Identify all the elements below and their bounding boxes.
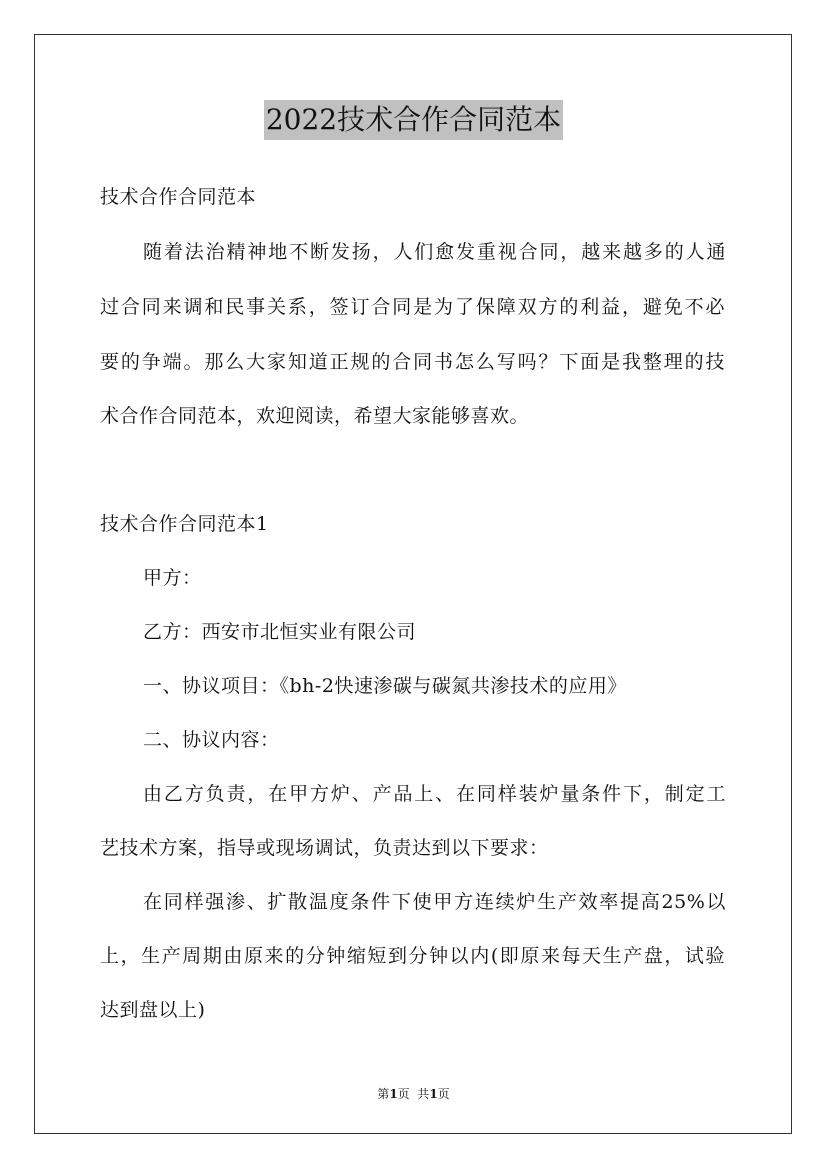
party-a: 甲方： — [143, 567, 202, 589]
footer-prefix: 第 — [377, 1087, 390, 1101]
section-heading: 技术合作合同范本1 — [100, 513, 269, 535]
content-para2-line-1: 在同样强渗、扩散温度条件下使甲方连续炉生产效率提高25%以 — [143, 891, 726, 913]
agreement-item-2: 二、协议内容： — [143, 729, 280, 751]
intro-line-3: 要的争端。那么大家知道正规的合同书怎么写吗？下面是我整理的技 — [100, 351, 725, 373]
content-para1-line-1: 由乙方负责，在甲方炉、产品上、在同样装炉量条件下，制定工 — [143, 783, 726, 805]
party-b: 乙方：西安市北恒实业有限公司 — [143, 621, 417, 643]
page-footer — [0, 1085, 827, 1102]
intro-line-4: 术合作合同范本，欢迎阅读，希望大家能够喜欢。 — [100, 405, 530, 427]
intro-line-1: 随着法治精神地不断发扬，人们愈发重视合同，越来越多的人通 — [143, 241, 726, 263]
footer-suffix: 页 — [437, 1087, 450, 1101]
footer-page-number: 1 — [389, 1087, 398, 1101]
footer-mid: 页 共 — [397, 1087, 430, 1101]
intro-line-2: 过合同来调和民事关系，签订合同是为了保障双方的利益，避免不必 — [100, 296, 725, 318]
document-title: 2022技术合作合同范本 — [264, 100, 563, 140]
content-para1-line-2: 艺技术方案，指导或现场调试，负责达到以下要求： — [100, 837, 549, 859]
footer-total-pages: 1 — [429, 1087, 438, 1101]
document-subtitle: 技术合作合同范本 — [100, 186, 257, 208]
content-para2-line-3: 达到盘以上) — [100, 999, 206, 1021]
content-para2-line-2: 上，生产周期由原来的分钟缩短到分钟以内(即原来每天生产盘，试验 — [100, 945, 725, 967]
title-container — [0, 100, 827, 140]
agreement-item-1: 一、协议项目：《bh-2快速渗碳与碳氮共渗技术的应用》 — [143, 675, 627, 697]
